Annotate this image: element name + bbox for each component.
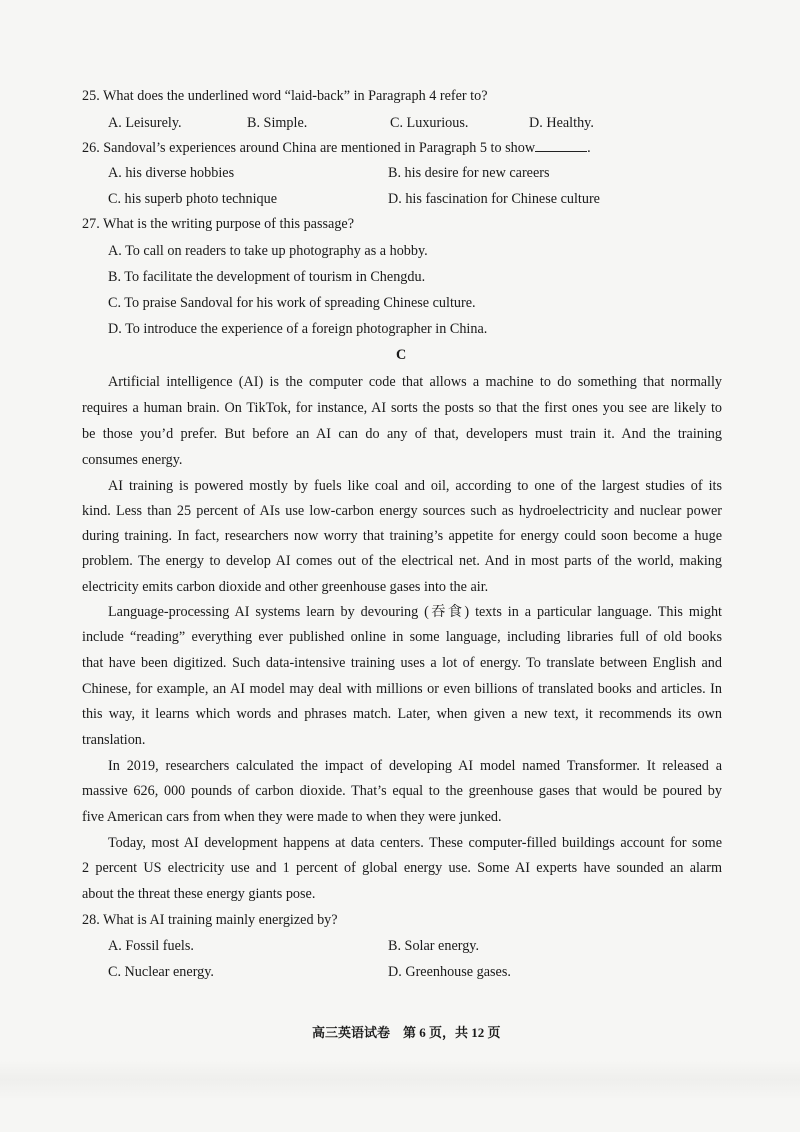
answer-option: D. Greenhouse gases. bbox=[388, 964, 511, 980]
paragraph-line: kind. Less than 25 percent of AIs use low-carbon energy sources such as hydroelectricity and nuclear power bbox=[82, 503, 722, 519]
paragraph-line: massive 626, 000 pounds of carbon dioxide. That’s equal to the greenhouse gases that would be poured by bbox=[82, 783, 722, 799]
page-footer: 高三英语试卷 第 6 页，共 12 页 bbox=[312, 1025, 501, 1040]
paragraph-line: translation. bbox=[82, 732, 146, 748]
paragraph-line: Language-processing AI systems learn by devouring (吞食) texts in a particular language. This might bbox=[108, 604, 722, 620]
answer-option: D. his fascination for Chinese culture bbox=[388, 191, 600, 207]
paragraph-line: during training. In fact, researchers now worry that training’s appetite for energy could soon become a huge bbox=[82, 528, 722, 544]
answer-option: B. his desire for new careers bbox=[388, 165, 550, 181]
paragraph-line: be those you’d prefer. But before an AI can do any of that, developers must train it. And the training bbox=[82, 426, 722, 442]
question-stem: 28. What is AI training mainly energized by? bbox=[82, 912, 338, 928]
answer-option: C. To praise Sandoval for his work of spreading Chinese culture. bbox=[108, 295, 476, 311]
answer-option: C. his superb photo technique bbox=[108, 191, 278, 207]
paragraph-line: requires a human brain. On TikTok, for instance, AI sorts the posts so that the first ones you see are likely to bbox=[82, 400, 722, 416]
answer-option: B. To facilitate the development of tourism in Chengdu. bbox=[108, 269, 426, 285]
question-stem: 27. What is the writing purpose of this passage? bbox=[82, 216, 355, 232]
question-stem: 25. What does the underlined word “laid-back” in Paragraph 4 refer to? bbox=[82, 88, 488, 104]
answer-option: A. Leisurely. bbox=[108, 115, 182, 131]
paragraph-line: AI training is powered mostly by fuels like coal and oil, according to one of the largest studies of its bbox=[108, 478, 722, 494]
answer-blank bbox=[535, 139, 587, 152]
paragraph-line: problem. The energy to develop AI comes out of the electrical net. And in most parts of the world, making bbox=[82, 553, 722, 569]
section-heading: C bbox=[396, 347, 407, 363]
answer-option: C. Luxurious. bbox=[390, 115, 469, 131]
answer-option: B. Solar energy. bbox=[388, 938, 480, 954]
paragraph-line: that have been digitized. Such data-intensive training uses a lot of energy. To translate between English and bbox=[82, 655, 722, 671]
answer-option: A. To call on readers to take up photography as a hobby. bbox=[108, 243, 428, 259]
answer-option: B. Simple. bbox=[247, 115, 308, 131]
paragraph-line: this way, it learns which words and phrases match. Later, when given a new text, it recommends its own bbox=[82, 706, 722, 722]
paragraph-line: five American cars from when they were made to when they were junked. bbox=[82, 809, 502, 825]
answer-option: C. Nuclear energy. bbox=[108, 964, 214, 980]
paragraph-line: Chinese, for example, an AI model may deal with millions or even billions of translated books and articles. In bbox=[82, 681, 722, 697]
paragraph-line: 2 percent US electricity use and 1 percent of global energy use. Some AI experts have sounded an alarm bbox=[82, 860, 722, 876]
paragraph-line: consumes energy. bbox=[82, 452, 183, 468]
paragraph-line: Artificial intelligence (AI) is the computer code that allows a machine to do something that normally bbox=[108, 374, 722, 390]
answer-option: D. Healthy. bbox=[529, 115, 594, 131]
answer-option: A. his diverse hobbies bbox=[108, 165, 235, 181]
scan-smudge bbox=[0, 1060, 800, 1100]
paragraph-line: about the threat these energy giants pose. bbox=[82, 886, 316, 902]
paragraph-line: include “reading” everything ever published online in some language, including libraries full of old books bbox=[82, 629, 722, 645]
answer-option: A. Fossil fuels. bbox=[108, 938, 194, 954]
paragraph-line: electricity emits carbon dioxide and other greenhouse gases into the air. bbox=[82, 579, 489, 595]
paragraph-line: Today, most AI development happens at data centers. These computer-filled buildings account for some bbox=[108, 835, 722, 851]
question-stem: 26. Sandoval’s experiences around China are mentioned in Paragraph 5 to show . bbox=[82, 140, 591, 156]
paragraph-line: In 2019, researchers calculated the impact of developing AI model named Transformer. It released a bbox=[108, 758, 722, 774]
answer-option: D. To introduce the experience of a foreign photographer in China. bbox=[108, 321, 488, 337]
